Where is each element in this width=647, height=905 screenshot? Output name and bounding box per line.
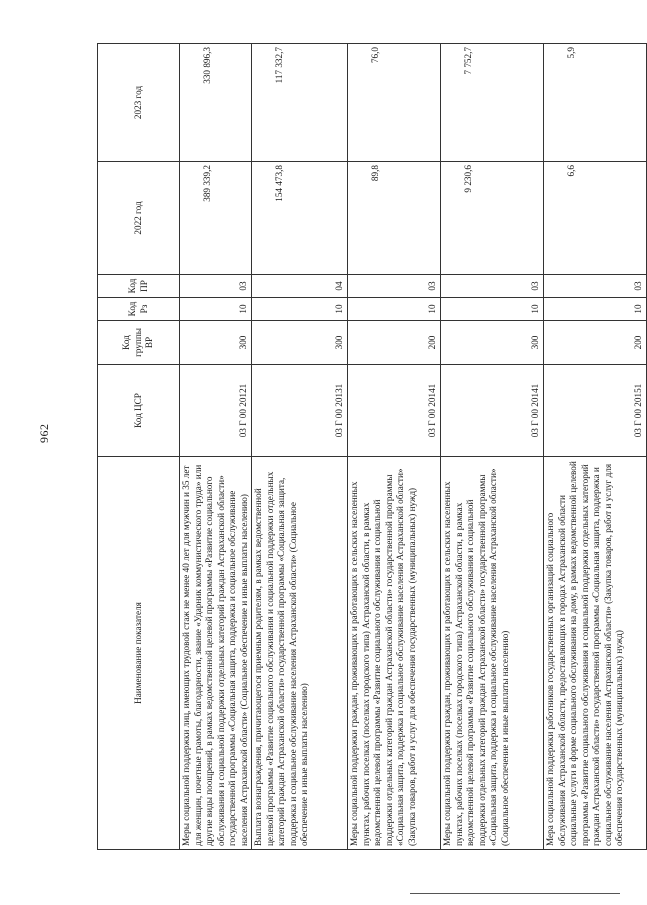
row-vr: 300 xyxy=(180,321,252,365)
row-2023: 330 896,3 xyxy=(180,44,252,162)
header-csr: Код ЦСР xyxy=(98,365,180,457)
row-pr: 03 xyxy=(180,275,252,298)
row-2022: 9 230,6 xyxy=(441,162,544,275)
row-2023: 117 332,7 xyxy=(252,44,348,162)
row-vr: 300 xyxy=(252,321,348,365)
row-name: Меры социальной поддержки граждан, проживающих и работающих в сельских населенных пунктах, рабочих поселках (поселках городского типа) Астраханской области, в рамках ведомственной целевой программы «Развитие социального обслуживания и социальной поддержки отдельных категорий граждан Астраханской области» государственной программы «Социальная защита, поддержка и социальное обслуживание населения Астраханской области» (Социальное обеспечение и иные выплаты населению) xyxy=(441,457,544,850)
rotated-table-container xyxy=(97,44,643,850)
budget-table xyxy=(97,43,647,850)
row-2022: 389 339,2 xyxy=(180,162,252,275)
header-2022: 2022 год xyxy=(98,162,180,275)
row-rz: 10 xyxy=(180,298,252,321)
row-name: Меры социальной поддержки граждан, проживающих и работающих в сельских населенных пунктах, рабочих поселках (поселках городского типа) Астраханской области, в рамках ведомственной целевой программы «Развитие социального обслуживания и социальной поддержки отдельных категорий граждан Астраханской области» государственной программы «Социальная защита, поддержка и социальное обслуживание населения Астраханской области» (Закупка товаров, работ и услуг для обеспечения государственных (муниципальных) нужд) xyxy=(348,457,441,850)
row-vr: 200 xyxy=(544,321,647,365)
row-vr: 200 xyxy=(348,321,441,365)
row-pr: 03 xyxy=(441,275,544,298)
row-rz: 10 xyxy=(544,298,647,321)
row-2023: 5,9 xyxy=(544,44,647,162)
row-2022: 6,6 xyxy=(544,162,647,275)
row-pr: 03 xyxy=(544,275,647,298)
row-pr: 03 xyxy=(348,275,441,298)
header-pr: Код ПР xyxy=(98,275,180,298)
header-name: Наименование показателя xyxy=(98,457,180,850)
row-csr: 03 Г 00 20121 xyxy=(180,365,252,457)
row-rz: 10 xyxy=(441,298,544,321)
row-rz: 10 xyxy=(348,298,441,321)
row-vr: 300 xyxy=(441,321,544,365)
row-csr: 03 Г 00 20141 xyxy=(348,365,441,457)
row-pr: 04 xyxy=(252,275,348,298)
row-rz: 10 xyxy=(252,298,348,321)
row-name: Выплата вознаграждения, причитающегося приемным родителям, в рамках ведомственной целевой программы «Развитие социального обслуживания и социальной поддержки отдельных категорий граждан Астраханской области» государственной программы «Социальная защита, поддержка и социальное обслуживание населения Астраханской области» (Социальное обеспечение и иные выплаты населению) xyxy=(252,457,348,850)
row-2022: 89,8 xyxy=(348,162,441,275)
row-2023: 7 752,7 xyxy=(441,44,544,162)
row-csr: 03 Г 00 20131 xyxy=(252,365,348,457)
row-csr: 03 Г 00 20141 xyxy=(441,365,544,457)
row-csr: 03 Г 00 20151 xyxy=(544,365,647,457)
table-row xyxy=(252,44,348,850)
row-2023: 76,0 xyxy=(348,44,441,162)
table-row xyxy=(348,44,441,850)
table-row xyxy=(180,44,252,850)
header-2023: 2023 год xyxy=(98,44,180,162)
table-row xyxy=(441,44,544,850)
page-number: 962 xyxy=(37,423,51,443)
table-header-row xyxy=(98,44,180,850)
header-rz: Код Рз xyxy=(98,298,180,321)
row-2022: 154 473,8 xyxy=(252,162,348,275)
row-name: Меры социальной поддержки лиц, имеющих трудовой стаж не менее 40 лет для мужчин и 35 лет для женщин, почетные грамоты, благодарности, звание «Ударник коммунистического труда» или другие виды поощрений, в рамках ведомственной целевой программы «Развитие социального обслуживания и социальной поддержки отдельных категорий граждан Астраханской области» государственной программы «Социальная защита, поддержка и социальное обслуживание населения Астраханской области» (Социальное обеспечение и иные выплаты населению) xyxy=(180,457,252,850)
row-name: Мера социальной поддержки работников государственных организаций социального обслуживания Астраханской области, предоставляющих в городах Астраханской области социальные услуги в форме социального обслуживания на дому, в рамках ведомственной целевой программы «Развитие социального обслуживания и социальной поддержки отдельных категорий граждан Астраханской области» государственной программы «Социальная защита, поддержка и социальное обслуживание населения Астраханской области» (Закупка товаров, работ и услуг для обеспечения государственных (муниципальных) нужд) xyxy=(544,457,647,850)
table-row xyxy=(544,44,647,850)
page-bottom-rule xyxy=(410,893,620,894)
header-vr: Код группы ВР xyxy=(98,321,180,365)
